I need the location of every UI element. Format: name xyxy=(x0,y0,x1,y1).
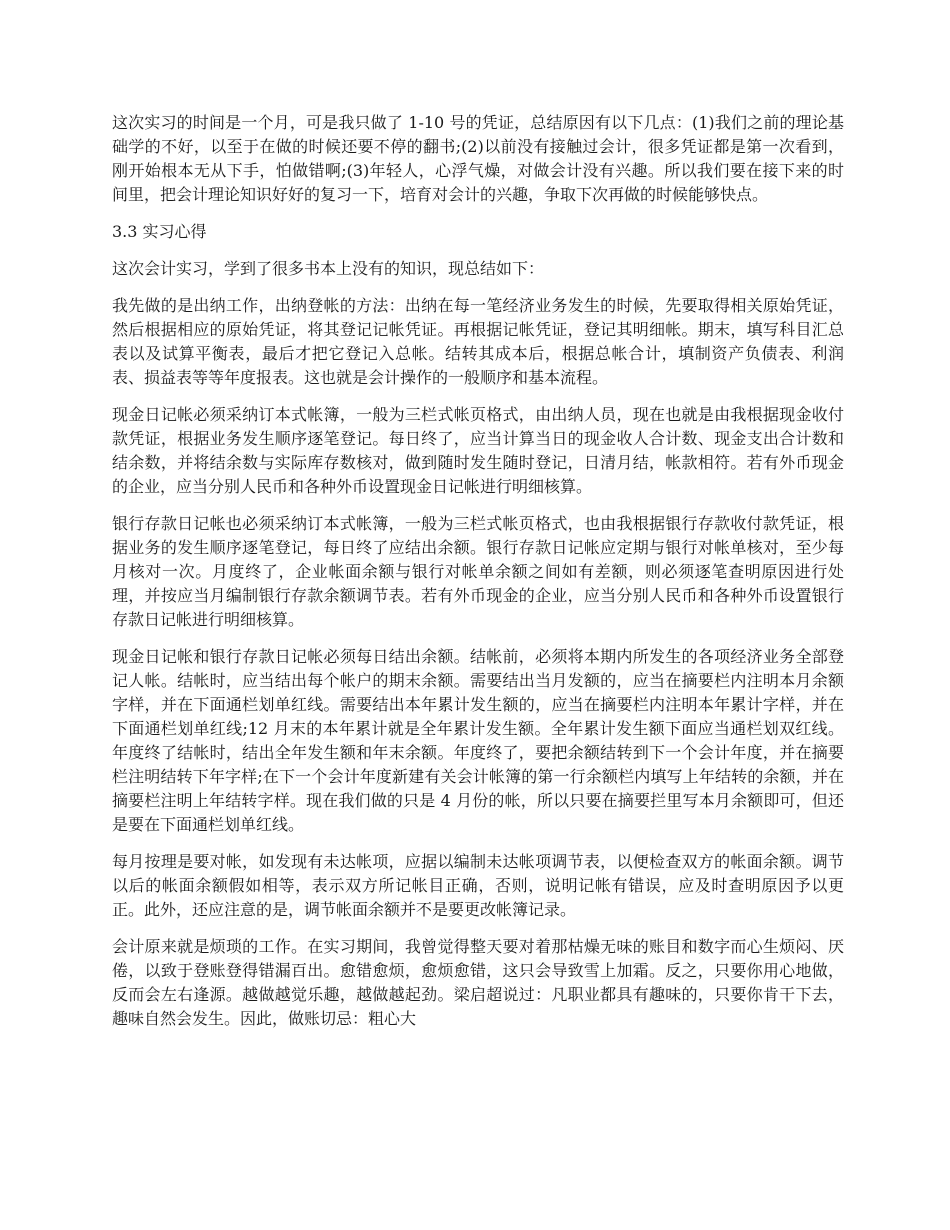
document-page xyxy=(112,111,844,1044)
section-heading-3-3: 3.3 实习心得 xyxy=(112,222,207,241)
paragraph-reconciliation: 每月按理是要对帐，如发现有未达帐项，应据以编制未达帐项调节表，以便检查双方的帐面余额。调节以后的帐面余额假如相等，表示双方所记帐目正确，否则，说明记帐有错误，应及时查明原因予以更正。此外，还应注意的是，调节帐面余额并不是要更改帐簿记录。 xyxy=(112,852,844,919)
paragraph-internship-reflection: 这次实习的时间是一个月，可是我只做了 1-10 号的凭证，总结原因有以下几点：(1)我们之前的理论基础学的不好，以至于在做的时候还要不停的翻书;(2)以前没有接触过会计，很多凭证都是第一次看到，刚开始根本无从下手，怕做错啊;(3)年轻人，心浮气燥，对做会计没有兴趣。所以我们要在接下来的时间里，把会计理论知识好好的复习一下，培育对会计的兴趣，争取下次再做的时候能够快点。 xyxy=(112,113,844,204)
paragraph-intro: 这次会计实习，学到了很多书本上没有的知识，现总结如下： xyxy=(112,259,545,278)
paragraph-closing-accounts: 现金日记帐和银行存款日记帐必须每日结出余额。结帐前，必须将本期内所发生的各项经济业务全部登记人帐。结帐时，应当结出每个帐户的期末余额。需要结出当月发额的，应当在摘要栏内注明本月余额字样，并在下面通栏划单红线。需要结出本年累计发生额的，应当在摘要栏内注明本年累计字样，并在下面通栏划单红线;12 月末的本年累计就是全年累计发生额。全年累计发生额下面应当通栏划双红线。年度终了结帐时，结出全年发生额和年末余额。年度终了，要把余额结转到下一个会计年度，并在摘要栏注明结转下年字样;在下一个会计年度新建有关会计帐簿的第一行余额栏内填写上年结转的余额，并在摘要栏注明上年结转字样。现在我们做的只是 4 月份的帐，所以只要在摘要拦里写本月余额即可，但还是要在下面通栏划单红线。 xyxy=(112,647,844,834)
paragraph-cashier-work: 我先做的是出纳工作，出纳登帐的方法：出纳在每一笔经济业务发生的时候，先要取得相关原始凭证，然后根据相应的原始凭证，将其登记记帐凭证。再根据记帐凭证，登记其明细帐。期末，填写科目汇总表以及试算平衡表，最后才把它登记入总帐。结转其成本后，根据总帐合计，填制资产负债表、利润表、损益表等等年度报表。这也就是会计操作的一般顺序和基本流程。 xyxy=(112,296,844,387)
paragraph-accounting-attitude: 会计原来就是烦琐的工作。在实习期间，我曾觉得整天要对着那枯燥无味的账目和数字而心生烦闷、厌倦，以致于登账登得错漏百出。愈错愈烦，愈烦愈错，这只会导致雪上加霜。反之，只要你用心地做，反而会左右逢源。越做越觉乐趣，越做越起劲。梁启超说过：凡职业都具有趣味的，只要你肯干下去，趣味自然会发生。因此，做账切忌：粗心大 xyxy=(112,937,844,1028)
paragraph-cash-journal: 现金日记帐必须采纳订本式帐簿，一般为三栏式帐页格式，由出纳人员，现在也就是由我根据现金收付款凭证，根据业务发生顺序逐笔登记。每日终了，应当计算当日的现金收人合计数、现金支出合计数和结余数，并将结余数与实际库存数核对，做到随时发生随时登记，日清月结，帐款相符。若有外币现金的企业，应当分别人民币和各种外币设置现金日记帐进行明细核算。 xyxy=(112,405,844,496)
paragraph-bank-journal: 银行存款日记帐也必须采纳订本式帐簿，一般为三栏式帐页格式，也由我根据银行存款收付款凭证，根据业务的发生顺序逐笔登记，每日终了应结出余额。银行存款日记帐应定期与银行对帐单核对，至少每月核对一次。月度终了，企业帐面余额与银行对帐单余额之间如有差额，则必须逐笔查明原因进行处理，并按应当月编制银行存款余额调节表。若有外币现金的企业，应当分别人民币和各种外币设置银行存款日记帐进行明细核算。 xyxy=(112,514,844,629)
